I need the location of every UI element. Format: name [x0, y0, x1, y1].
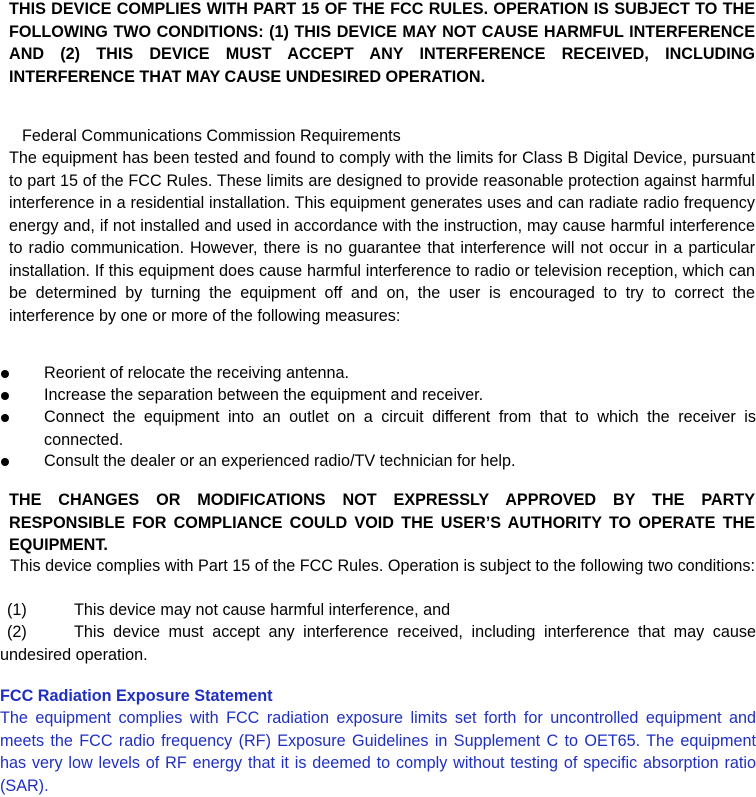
bullet-icon [1, 370, 9, 378]
condition-row [0, 599, 756, 621]
measures-list [0, 362, 756, 474]
condition-number: (1) [7, 601, 27, 619]
bullet-icon [1, 392, 9, 400]
list-item-text: Connect the equipment into an outlet on a circuit different from that to which the receiver is connected. [44, 408, 756, 449]
condition-text: This device must accept any interference received, including interference that may cause undesired operation. [0, 623, 756, 664]
condition-row [0, 621, 756, 667]
changes-warning: THE CHANGES OR MODIFICATIONS NOT EXPRESSLY APPROVED BY THE PARTY RESPONSIBLE FOR COMPLIANCE COULD VOID THE USER’S AUTHORITY TO OPERATE THE EQUIPMENT. [9, 491, 755, 554]
list-item-text: Increase the separation between the equipment and receiver. [44, 386, 484, 404]
fcc-requirements-heading: Federal Communications Commission Requirements [22, 127, 401, 145]
rf-exposure-body: The equipment complies with FCC radiation exposure limits set forth for uncontrolled equipment and meets the FCC radio frequency (RF) Exposure Guidelines in Supplement C to OET65. The equipment has very low levels of RF energy that it is deemed to comply without testing of specific absorption ratio (SAR). [0, 709, 756, 795]
part15-intro: This device complies with Part 15 of the FCC Rules. Operation is subject to the following two conditions: [10, 557, 755, 575]
bullet-icon [1, 458, 9, 466]
fcc-notice-caps: THIS DEVICE COMPLIES WITH PART 15 OF THE FCC RULES. OPERATION IS SUBJECT TO THE FOLLOWING TWO CONDITIONS: (1) THIS DEVICE MAY NOT CAUSE HARMFUL INTERFERENCE AND (2) THIS DEVICE MUST ACCEPT ANY INTERFERENCE RECEIVED, INCLUDING INTERFERENCE THAT MAY CAUSE UNDESIRED OPERATION. [9, 0, 755, 86]
list-item-text: Reorient of relocate the receiving antenna. [44, 364, 350, 382]
fcc-requirements-body: The equipment has been tested and found to comply with the limits for Class B Digital Device, pursuant to part 15 of the FCC Rules. These limits are designed to provide reasonable protection against harmful interference in a residential installation. This equipment generates uses and can radiate radio frequency energy and, if not installed and used in accordance with the instruction, may cause harmful interference to radio communication. However, there is no guarantee that interference will not occur in a particular installation. If this equipment does cause harmful interference to radio or television reception, which can be determined by turning the equipment off and on, the user is encouraged to try to correct the interference by one or more of the following measures: [9, 149, 755, 325]
condition-text: This device may not cause harmful interference, and [74, 601, 451, 619]
bullet-icon [1, 414, 9, 422]
rf-exposure-heading: FCC Radiation Exposure Statement [0, 687, 273, 705]
condition-number: (2) [7, 623, 27, 641]
list-item-text: Consult the dealer or an experienced radio/TV technician for help. [44, 452, 516, 470]
